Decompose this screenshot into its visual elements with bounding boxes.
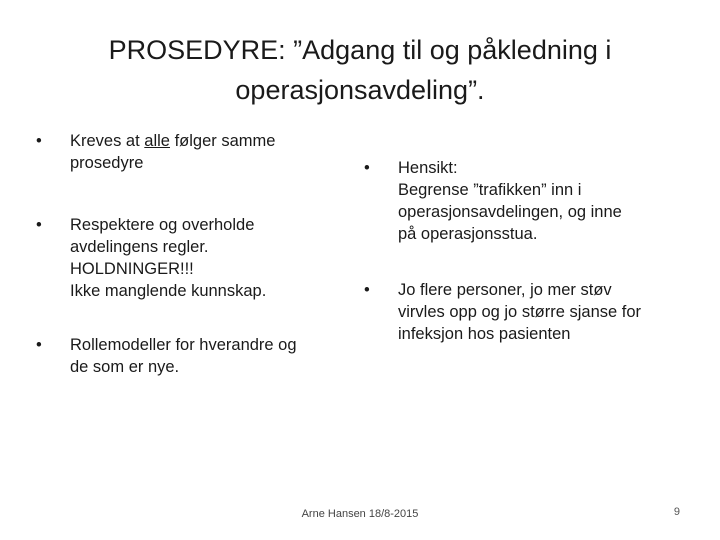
- bullet-item: [36, 334, 346, 378]
- bullet-line: Begrense ”trafikken” inn i: [398, 181, 582, 199]
- page-number: 9: [673, 506, 680, 518]
- bullet-line: [70, 130, 346, 152]
- bullet-line: infeksjon hos pasienten: [398, 325, 571, 343]
- bullet-item: [364, 279, 694, 345]
- bullet-line: operasjonsavdelingen, og inne: [398, 203, 622, 221]
- bullet-line: • Jo flere personer, jo mer støv: [398, 281, 612, 299]
- slide-title-line-1: PROSEDYRE: ”Adgang til og påkledning i: [108, 35, 612, 65]
- bullet-line: prosedyre: [70, 154, 144, 172]
- bullet-line: avdelingens regler.: [70, 238, 209, 256]
- underlined-word: alle: [144, 132, 170, 150]
- bullet-line: • Respektere og overholde: [70, 216, 255, 234]
- bullet-line: de som er nye.: [70, 358, 180, 376]
- left-bullet-list: [36, 130, 346, 378]
- bullet-text: Kreves at: [70, 132, 145, 150]
- bullet-item: [36, 214, 346, 302]
- slide-footer: Arne Hansen 18/8-2015: [301, 508, 419, 520]
- right-bullet-list: [364, 157, 694, 345]
- bullet-line: på operasjonsstua.: [398, 225, 538, 243]
- bullet-line: HOLDNINGER!!!: [70, 260, 194, 278]
- bullet-line: • Hensikt:: [398, 159, 458, 177]
- slide-title: [60, 30, 660, 110]
- slide-title-line-2: operasjonsavdeling”.: [235, 75, 485, 105]
- bullet-item: [36, 130, 346, 174]
- bullet-line: Ikke manglende kunnskap.: [70, 282, 267, 300]
- bullet-text: følger samme: [169, 132, 276, 150]
- bullet-item: [364, 157, 694, 245]
- bullet-line: • Rollemodeller for hverandre og: [70, 336, 297, 354]
- bullet-line: virvles opp og jo større sjanse for: [398, 303, 642, 321]
